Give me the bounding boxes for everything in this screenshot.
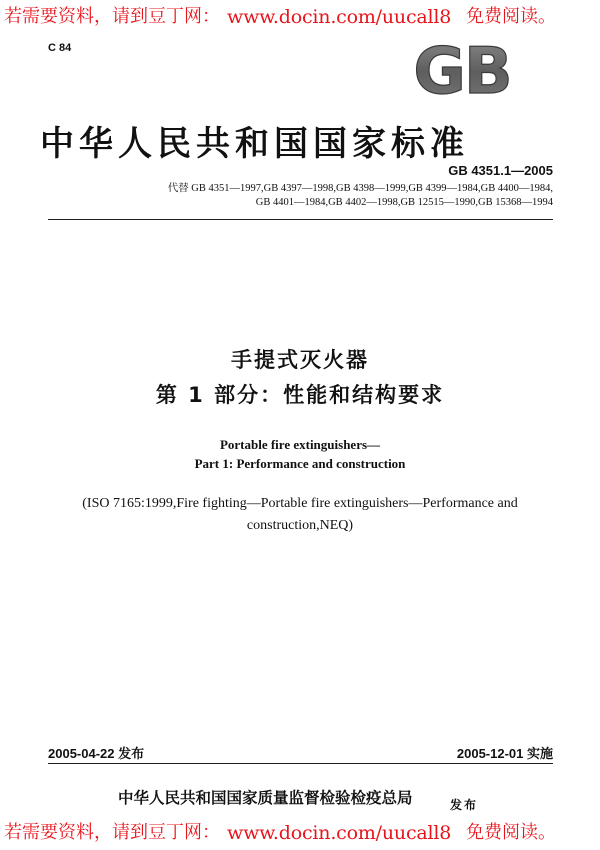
- promo-text: 若需要资料，请到豆丁网：: [4, 822, 220, 843]
- chinese-title-line-2: 第 1 部分：性能和结构要求: [155, 383, 445, 407]
- gb-logo-text: GB: [413, 38, 511, 100]
- english-title-line-2: Part 1: Performance and construction: [194, 456, 406, 471]
- replaces-note: [33, 182, 553, 210]
- standard-title: 中华人民共和国国家标准: [40, 124, 469, 164]
- replaces-line-1: 代替 GB 4351—1997,GB 4397—1998,GB 4398—1999,GB 4399—1984,GB 4400—1984,: [167, 183, 553, 194]
- promo-link[interactable]: www.docin.com/uucall8: [227, 822, 452, 844]
- promo-banner-top[interactable]: [0, 0, 600, 34]
- footer-divider: [48, 763, 553, 764]
- english-title-line-1: Portable fire extinguishers—: [219, 437, 381, 452]
- promo-suffix: 免费阅读。: [466, 822, 556, 843]
- standard-number: GB 4351.1—2005: [448, 163, 553, 178]
- issuing-authority: 中华人民共和国国家质量监督检验检疫总局: [118, 789, 413, 807]
- gb-logo: [398, 38, 526, 100]
- publish-date: 2005-04-22 发布: [48, 746, 145, 761]
- iso-reference-line-1: (ISO 7165:1999,Fire fighting—Portable fire extinguishers—Performance and: [82, 496, 518, 511]
- iso-reference: [40, 493, 560, 537]
- issued-label: 发布: [450, 798, 479, 812]
- replaces-line-2: GB 4401—1984,GB 4402—1998,GB 12515—1990,GB 15368—1994: [255, 197, 553, 208]
- implementation-date: 2005-12-01 实施: [456, 746, 553, 761]
- iso-reference-line-2: construction,NEQ): [246, 518, 354, 533]
- classification-code: C 84: [48, 42, 72, 54]
- chinese-title-line-1: 手提式灭火器: [231, 348, 369, 372]
- header-divider: [48, 219, 553, 220]
- promo-suffix: 免费阅读。: [466, 6, 556, 27]
- promo-text: 若需要资料，请到豆丁网：: [4, 6, 220, 27]
- promo-banner-bottom[interactable]: [0, 816, 600, 850]
- promo-link[interactable]: www.docin.com/uucall8: [227, 6, 452, 28]
